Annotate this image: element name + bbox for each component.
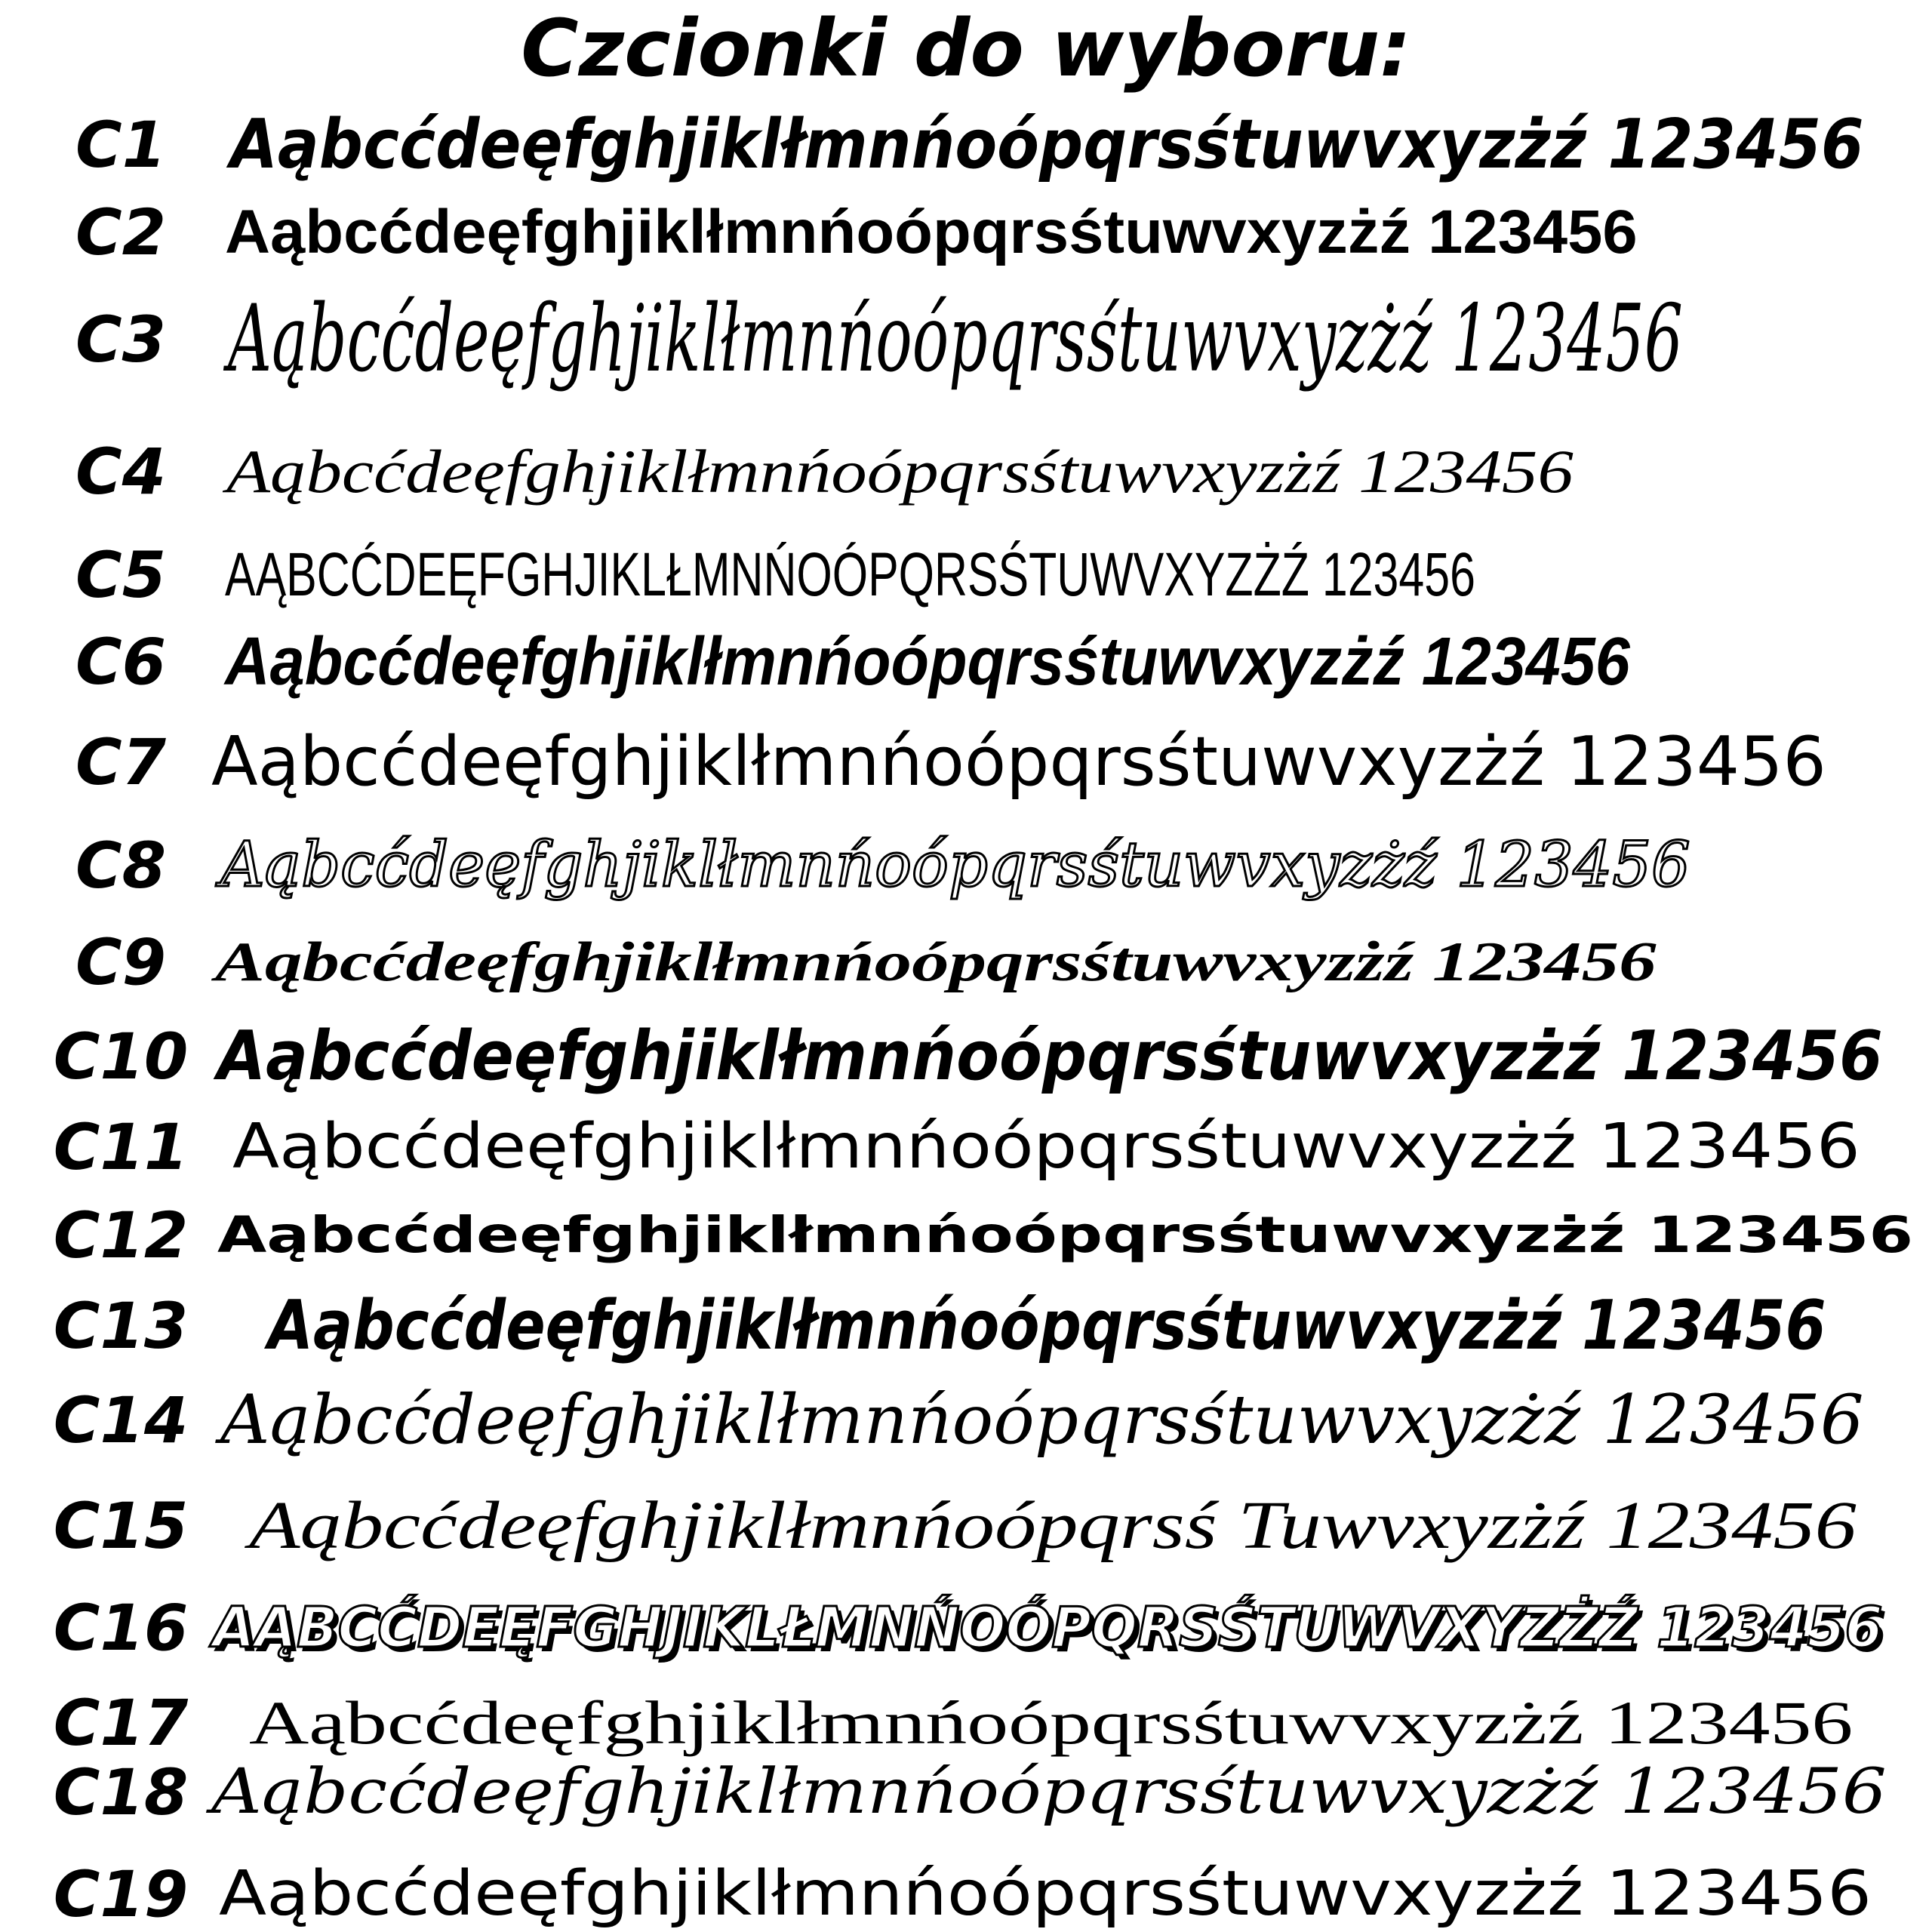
font-sample: AĄBCĆDEĘFGHJIKLŁMNŃOÓPQRSŚTUWVXYZŻŹ 123456 [213,1595,1883,1660]
font-row [0,434,1932,509]
font-code: C10 [53,1020,189,1094]
font-sample: Aąbcćdeęfghjiklłmnńoópqrsśtuwvxyzżź 123456 [220,1380,1864,1460]
font-code: C2 [75,195,167,269]
font-code: C8 [75,829,167,903]
font-code: C9 [75,925,167,999]
font-sample: Aąbcćdeęfghjiklłmnńoópqrsś Tuwvxyzżź 123456 [249,1488,1857,1563]
font-sample: Aąbcćdeęfghjiklłmnńoópqrsśtuwvxyzżź 123456 [225,624,1630,700]
font-code: C15 [53,1489,189,1563]
font-sample: Aąbcćdeęfghjiklłmnńoópqrsśtuwvxyzżź 123456 [225,198,1638,266]
font-sample: Aąbcćdeęfghjiklłmnńoópqrsśtuwvxyzżź 123456 [219,1858,1872,1930]
font-row [0,103,1932,186]
font-code: C17 [53,1686,189,1760]
font-row [0,925,1932,999]
font-row [0,1591,1932,1665]
font-sample: Aąbcćdeęfghjiklłmnńoópqrsśtuwvxyzżź 123456 [230,105,1864,184]
font-row [0,195,1932,270]
font-code: C7 [75,725,167,799]
font-row [0,620,1932,703]
font-row [0,1379,1932,1462]
font-code: C19 [53,1857,189,1931]
font-sample: Aąbcćdeęfghjiklłmnńoópqrsśtuwvxyzżź 123456 [268,1286,1826,1365]
font-row [0,1109,1932,1185]
font-row [0,1015,1932,1098]
font-sample: AĄBCĆDEĘFGHJIKLŁMNŃOÓPQRSŚTUWVXYZŻŹ 123456 [225,540,1475,609]
font-sample: Aąbcćdeęfghjiklłmnńoópqrsśtuwvxyzżź 123456 [217,1017,1883,1096]
font-code: C13 [53,1289,189,1363]
font-code: C14 [53,1383,189,1457]
font-sample: Aąbcćdeęfghjiklłmnńoópqrsśtuwvxyzżź 123456 [220,829,1690,901]
font-row [0,1857,1932,1932]
font-code: C3 [75,303,167,377]
font-row [0,1484,1932,1567]
font-code: C18 [53,1755,189,1829]
font-code: C1 [75,108,167,182]
font-code: C6 [75,625,167,699]
font-row [0,1755,1932,1830]
page-title: Czcionki do wyboru: [521,2,1411,94]
font-code: C5 [75,538,167,612]
font-row [0,1198,1932,1272]
font-sample: Aąbcćdeęfghjiklłmnńoópqrsśtuwvxyzżź 123456 [211,722,1826,801]
font-row [0,1685,1932,1761]
font-row [0,537,1932,613]
font-sample: Aąbcćdeęfghjiklłmnńoópqrsśtuwvxyzżź 123456 [249,1688,1854,1757]
font-sample: Aąbcćdeęfghjiklłmnńoópqrsśtuwvxyzżź 123456 [226,437,1574,506]
font-sample: Aąbcćdeęfghjiklłmnńoópqrsśtuwvxyzżź 123456 [217,1206,1914,1264]
font-row [0,721,1932,804]
font-code: C16 [53,1591,189,1665]
font-sample: Aąbcćdeęfghjiklłmnńoópqrsśtuwvxyzżź 123456 [211,1756,1887,1828]
font-code: C11 [53,1110,189,1184]
font-row [0,828,1932,903]
font-row [0,1284,1932,1367]
font-code: C12 [53,1198,189,1272]
font-sample: Aąbcćdeęfghjiklłmnńoópqrsśtuwvxyzżź 123456 [232,1111,1860,1183]
font-sample: Aąbcćdeęfghjiklłmnńoópqrsśtuwvxyzżź 123456 [228,285,1683,393]
font-sample: Aąbcćdeęfghjiklłmnńoópqrsśtuwvxyzżź 123456 [215,931,1657,993]
font-code: C4 [75,435,167,509]
font-row [0,283,1932,396]
